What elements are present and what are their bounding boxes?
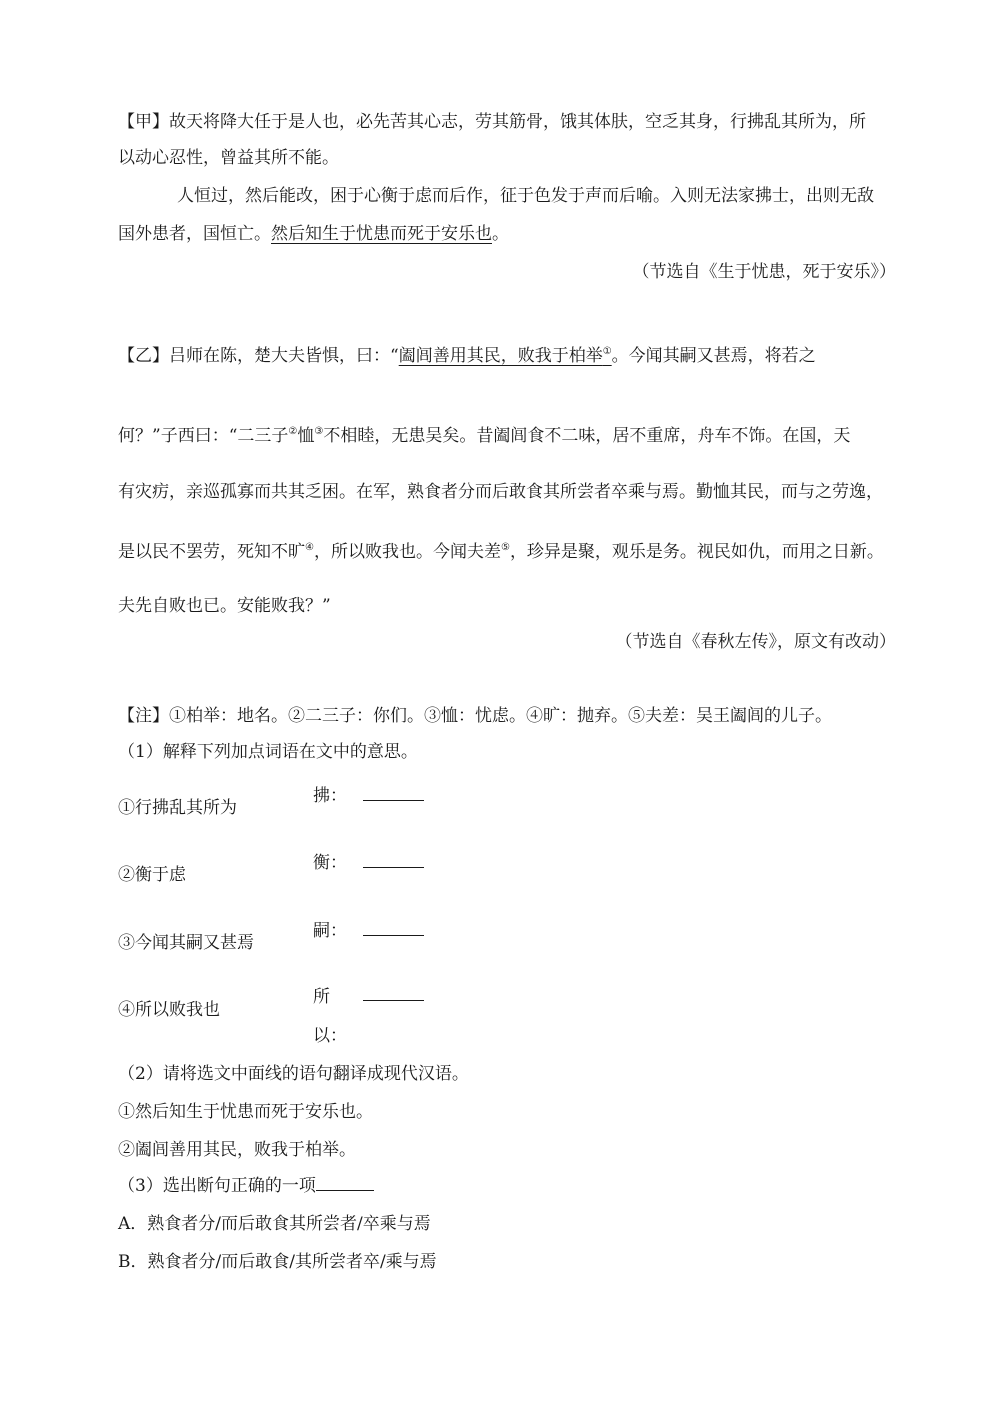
q3-answer-blank[interactable] <box>316 1174 374 1191</box>
q3-option-b[interactable]: B．熟食者分/而后敢食/其所尝者卒/乘与焉 <box>118 1252 437 1272</box>
passage-jia-line-1: 【甲】故天将降大任于是人也，必先苦其心志，劳其筋骨，饿其体肤，空乏其身，行拂乱其所为，所 <box>118 112 866 132</box>
q1-item-1-phrase: ①行拂乱其所为 <box>118 798 237 818</box>
q1-item-1-word: 拂： <box>313 786 347 806</box>
q1-item-4-word-b: 以： <box>313 1026 347 1046</box>
q1-item-4-word-a: 所 <box>313 987 330 1007</box>
passage-yi-line-1: 【乙】吕师在陈，楚大夫皆惧，曰：“阖闾善用其民，败我于柏举①。今闻其嗣又甚焉，将若之 <box>118 346 816 366</box>
question-3-title-row <box>118 1174 374 1198</box>
passage-yi-tag: 【乙】 <box>118 346 169 366</box>
q1-item-2-word: 衡： <box>313 853 347 873</box>
footnote-marker: ① <box>602 346 612 357</box>
passage-yi-line-3: 有灾疠，亲巡孤寡而共其乏困。在军，熟食者分而后敢食其所尝者卒乘与焉。勤恤其民，而与之劳逸， <box>118 482 883 502</box>
passage-jia-line-2: 以动心忍性，曾益其所不能。 <box>118 148 339 168</box>
q1-item-1-answer-blank[interactable] <box>363 800 424 801</box>
passage-yi-line-5: 夫先自败也已。安能败我？” <box>118 596 331 616</box>
passage-yi-line-4: 是以民不罢劳，死知不旷④，所以败我也。今闻夫差⑤，珍异是聚，观乐是务。视民如仇，而用之日新。 <box>118 542 884 562</box>
passage-yi-line-2: 何？”子西曰：“二三子②恤③不相睦，无患吴矣。昔阖闾食不二味，居不重席，舟车不饰。在国，天 <box>118 426 851 446</box>
underlined-sentence-yi: 阖闾善用其民，败我于柏举① <box>398 346 612 366</box>
q1-item-4-answer-blank[interactable] <box>363 1000 424 1001</box>
q1-item-3-word: 嗣： <box>313 921 347 941</box>
question-3-title: （3）选出断句正确的一项 <box>118 1176 316 1196</box>
q1-item-2-answer-blank[interactable] <box>363 867 424 868</box>
q2-item-1: ①然后知生于忧患而死于安乐也。 <box>118 1102 373 1122</box>
q1-item-2-phrase: ②衡于虑 <box>118 865 186 885</box>
q3-option-a[interactable]: A．熟食者分/而后敢食其所尝者/卒乘与焉 <box>118 1214 431 1234</box>
footnotes: 【注】①柏举：地名。②二三子：你们。③恤：忧虑。④旷：抛弃。⑤夫差：吴王阖闾的儿子。 <box>118 706 832 726</box>
question-2-title: （2）请将选文中面线的语句翻译成现代汉语。 <box>118 1064 469 1084</box>
q1-item-4-phrase: ④所以败我也 <box>118 1000 220 1020</box>
q1-item-3-answer-blank[interactable] <box>363 935 424 936</box>
underlined-sentence-jia: 然后知生于忧患而死于安乐也 <box>271 224 492 244</box>
q2-item-2: ②阖闾善用其民，败我于柏举。 <box>118 1140 356 1160</box>
footnote-marker: ② <box>288 426 298 437</box>
footnote-marker: ③ <box>314 426 324 437</box>
question-1-title: （1）解释下列加点词语在文中的意思。 <box>118 742 418 762</box>
passage-jia-source: （节选自《生于忧患，死于安乐》） <box>632 262 896 282</box>
passage-yi-source: （节选自《春秋左传》，原文有改动） <box>615 632 896 652</box>
passage-jia-tag: 【甲】 <box>118 112 169 132</box>
footnote-marker: ④ <box>305 542 314 553</box>
footnote-marker: ⑤ <box>500 542 510 553</box>
q1-item-3-phrase: ③今闻其嗣又甚焉 <box>118 933 254 953</box>
passage-jia-line-3: 人恒过，然后能改，困于心衡于虑而后作，征于色发于声而后喻。入则无法家拂士，出则无敌 <box>177 186 874 206</box>
passage-jia-line-4: 国外患者，国恒亡。然后知生于忧患而死于安乐也。 <box>118 224 509 244</box>
